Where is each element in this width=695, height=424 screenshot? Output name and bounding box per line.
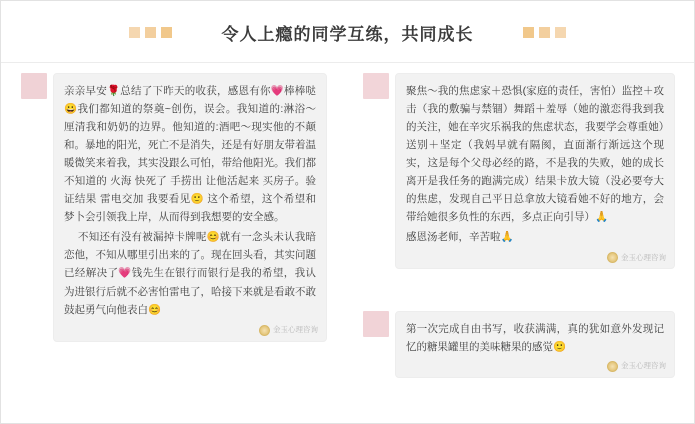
page-title: 令人上瘾的同学互练，共同成长 [221,24,474,44]
decorative-square-icon [145,27,156,38]
chat-message [363,73,675,269]
message-paragraph: 亲亲早安🌹总结了下昨天的收获，感恩有你💗棒棒哒😀我们都知道的祭奠~创伤，误会。我知道的:淋浴～厘清我和奶奶的边界。他知道的:酒吧～现实他的不颠和。暴地的阳光，死亡不是消失，还是有好朋友带着温暖微笑来着我，其实没跟么可怕，带给他阳光。我们都不知道的 火海 快死了 手捞出 让他活起来 买房子。验证结果 雷电交加 我要看见🙂 这个希望，这个希望和梦卜会引领我上岸，从而得到我想要的安全感。 [64,85,316,224]
chat-column-right [363,73,675,394]
chat-area [1,63,694,424]
chat-column-left [21,73,327,358]
watermark-text: 金玉心理咨询 [621,252,666,262]
brand-logo-icon [259,325,270,336]
header-dots-right [523,27,566,38]
message-paragraph: 聚焦～我的焦虑家＋恐惧(家庭的责任，害怕）监控＋攻击（我的敷骗与禁锢）舞蹈＋羞辱（她的激恋得我到我的关注，她在辛灾乐祸我的焦虑状态，我要学会尊重她）送别＋坚定（我妈早就有隔阂，直面渐行渐远这个现实，这是每个父母必经的路，不是我的失败，她的成长离开是我任务的跑满完成）结果卡放大镜（没必要夸大的焦虑，发现自己平日总拿放大镜看她不好的地方，会带给她很多负性的东西，多点正向引导）🙏 [406,85,664,224]
message-paragraph: 第一次完成自由书写，收获满满，真的犹如意外发现记忆的糖果罐里的美味糖果的感觉🙂 [406,323,664,354]
message-bubble [395,73,675,269]
chat-message [21,73,327,342]
watermark-text: 金玉心理咨询 [621,360,666,370]
brand-logo-icon [607,252,618,263]
chat-message [363,311,675,377]
decorative-square-icon [555,27,566,38]
watermark-signature [607,252,666,265]
message-bubble [395,311,675,377]
watermark-text: 金玉心理咨询 [273,324,318,334]
decorative-square-icon [539,27,550,38]
header-dots-left [129,27,172,38]
brand-logo-icon [607,361,618,372]
watermark-signature [259,324,318,337]
avatar[interactable] [363,311,389,337]
decorative-square-icon [129,27,140,38]
watermark-signature [607,360,666,373]
message-paragraph: 不知还有没有被漏掉卡牌呢😊就有一念头未认我暗恋他，不知从哪里引出来的了。现在回头看，其实问题已经解决了💗钱先生在银行而银行是我的希望，我认为进银行后就不必害怕雷电了，哈接下来就是看敢不敢鼓起勇气向他表白😊 [64,231,316,316]
page-header [1,1,694,63]
message-paragraph: 感恩汤老师，辛苦啦🙏 [406,231,514,244]
decorative-square-icon [523,27,534,38]
avatar[interactable] [363,73,389,99]
decorative-square-icon [161,27,172,38]
avatar[interactable] [21,73,47,99]
message-bubble [53,73,327,342]
